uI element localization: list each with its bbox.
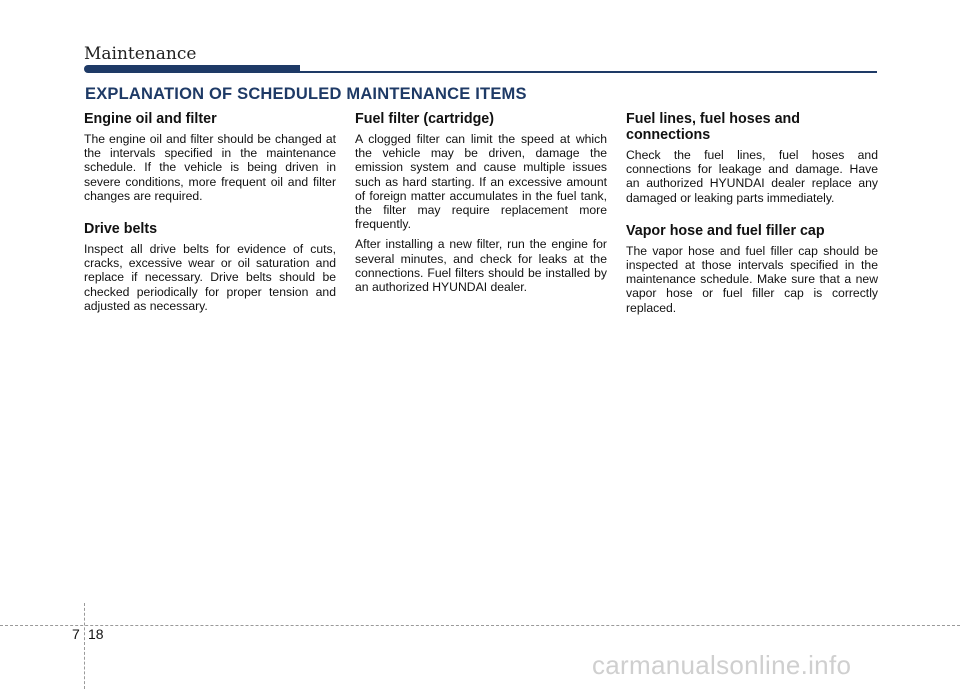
section-header: Maintenance bbox=[84, 44, 197, 64]
heading-drive-belts: Drive belts bbox=[84, 221, 158, 238]
heading-engine-oil: Engine oil and filter bbox=[84, 111, 217, 127]
paragraph-vapor-hose: The vapor hose and fuel filler cap should be inspected at those intervals specified in the maintenance schedule. Make sure that a new vapor hose or fuel filler cap is correctly replaced. bbox=[626, 243, 878, 315]
heading-fuel-filter: Fuel filter (cartridge) bbox=[355, 111, 495, 127]
paragraph-engine-oil: The engine oil and filter should be changed at the intervals specified in the maintenance schedule. If the vehicle is being driven in severe conditions, more frequent oil and filter changes are required. bbox=[84, 132, 336, 203]
chapter-number: 7 bbox=[72, 626, 80, 642]
paragraph-drive-belts: Inspect all drive belts for evidence of cuts, cracks, excessive wear or oil saturation and replace if necessary. Drive belts should be checked periodically for proper tension and adjusted as necessary. bbox=[84, 242, 336, 313]
header-rule bbox=[300, 71, 877, 73]
paragraph-fuel-lines: Check the fuel lines, fuel hoses and connections for leakage and damage. Have an authorized HYUNDAI dealer replace any damaged or leaking parts immediately. bbox=[626, 148, 878, 205]
page-number: 18 bbox=[88, 626, 104, 642]
paragraph-fuel-filter-2: After installing a new filter, run the engine for several minutes, and check for leaks at the connections. Fuel filters should be installed by an authorized HYUNDAI dealer. bbox=[355, 237, 607, 295]
column-2 bbox=[355, 111, 607, 300]
page-title: EXPLANATION OF SCHEDULED MAINTENANCE ITEMS bbox=[85, 85, 527, 103]
heading-fuel-lines: Fuel lines, fuel hoses and connections bbox=[626, 111, 800, 143]
heading-vapor-hose: Vapor hose and fuel filler cap bbox=[626, 222, 825, 239]
paragraph-fuel-filter-1: A clogged filter can limit the speed at which the vehicle may be driven, damage the emission system and cause multiple issues such as hard starting. If an excessive amount of foreign matter accumulates in the fuel tank, the filter may require replacement more frequently. bbox=[355, 132, 607, 232]
header-accent-bar bbox=[84, 65, 300, 73]
column-3 bbox=[626, 111, 878, 321]
column-1 bbox=[84, 111, 336, 319]
footer-vertical-rule bbox=[84, 603, 85, 689]
watermark: carmanualsonline.info bbox=[592, 650, 852, 680]
footer-dashed-rule bbox=[0, 625, 960, 626]
